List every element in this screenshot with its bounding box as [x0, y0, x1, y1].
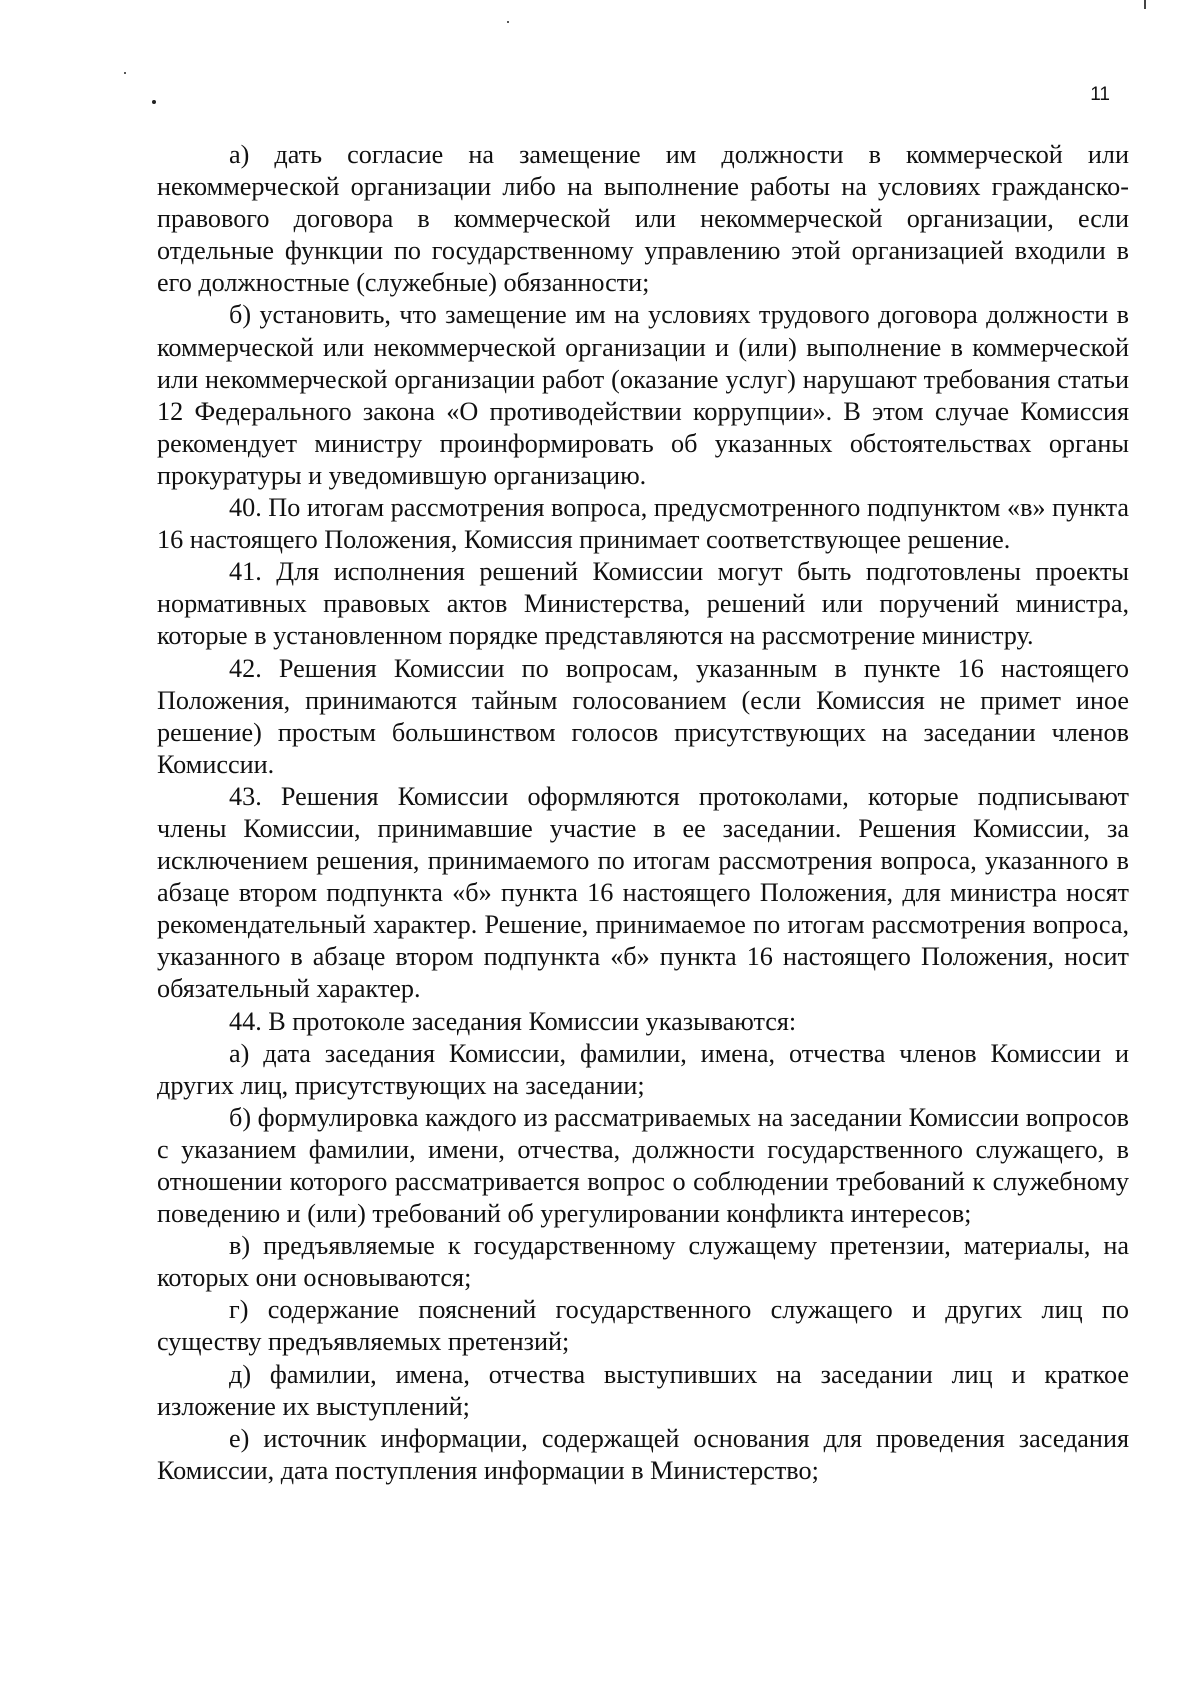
paragraph-item-44-g: г) содержание пояснений государственного служащего и других лиц по существу предъявляемых претензий;: [157, 1295, 1129, 1357]
paragraph-item-40: 40. По итогам рассмотрения вопроса, предусмотренного подпунктом «в» пункта 16 настоящего Положения, Комиссия принимает соответствующее решение.: [157, 493, 1129, 555]
paragraph-subitem-a-consent: а) дать согласие на замещение им должности в коммерческой или некоммерческой организации либо на выполнение работы на условиях гражданско-правового договора в коммерческой или некоммерческой организации, если отдельные функции по государственному управлению этой организацией входили в его должностные (служебные) обязанности;: [157, 140, 1129, 298]
paragraph-item-42: 42. Решения Комиссии по вопросам, указанным в пункте 16 настоящего Положения, принимаются тайным голосованием (если Комиссия не примет иное решение) простым большинством голосов присутствующих на заседании членов Комиссии.: [157, 653, 1129, 779]
paragraph-item-44-v: в) предъявляемые к государственному служащему претензии, материалы, на которых они основываются;: [157, 1231, 1129, 1293]
scan-speck: [152, 100, 156, 104]
paragraph-item-44-d: д) фамилии, имена, отчества выступивших на заседании лиц и краткое изложение их выступлений;: [157, 1359, 1129, 1421]
scan-edge-mark: [1144, 0, 1146, 9]
paragraph-item-44-a: а) дата заседания Комиссии, фамилии, имена, отчества членов Комиссии и других лиц, присутствующих на заседании;: [157, 1038, 1129, 1100]
paragraph-item-44: 44. В протоколе заседания Комиссии указываются:: [229, 1006, 797, 1036]
scan-speck: [124, 72, 126, 74]
paragraph-item-41: 41. Для исполнения решений Комиссии могут быть подготовлены проекты нормативных правовых актов Министерства, решений или поручений министра, которые в установленном порядке представляются на рассмотрение министру.: [157, 557, 1129, 651]
scan-speck: [507, 21, 509, 23]
paragraph-item-44-e: е) источник информации, содержащей основания для проведения заседания Комиссии, дата поступления информации в Министерство;: [157, 1423, 1129, 1485]
page-number: 11: [1090, 84, 1110, 105]
paragraph-item-44-b: б) формулировка каждого из рассматриваемых на заседании Комиссии вопросов с указанием фамилии, имени, отчества, должности государственного служащего, в отношении которого рассматривается вопрос о соблюдении требований к служебному поведению и (или) требований об урегулировании конфликта интересов;: [157, 1102, 1129, 1229]
document-body: [157, 139, 1129, 1487]
paragraph-subitem-b-violation: б) установить, что замещение им на условиях трудового договора должности в коммерческой или некоммерческой организации и (или) выполнение в коммерческой или некоммерческой организации работ (оказание услуг) нарушают требования статьи 12 Федерального закона «О противодействии коррупции». В этом случае Комиссия рекомендует министру проинформировать об указанных обстоятельствах органы прокуратуры и уведомившую организацию.: [157, 300, 1129, 490]
paragraph-item-43: 43. Решения Комиссии оформляются протоколами, которые подписывают члены Комиссии, принимавшие участие в ее заседании. Решения Комиссии, за исключением решения, принимаемого по итогам рассмотрения вопроса, указанного в абзаце втором подпункта «б» пункта 16 настоящего Положения, для министра носят рекомендательный характер. Решение, принимаемое по итогам рассмотрения вопроса, указанного в абзаце втором подпункта «б» пункта 16 настоящего Положения, носит обязательный характер.: [157, 781, 1129, 1004]
